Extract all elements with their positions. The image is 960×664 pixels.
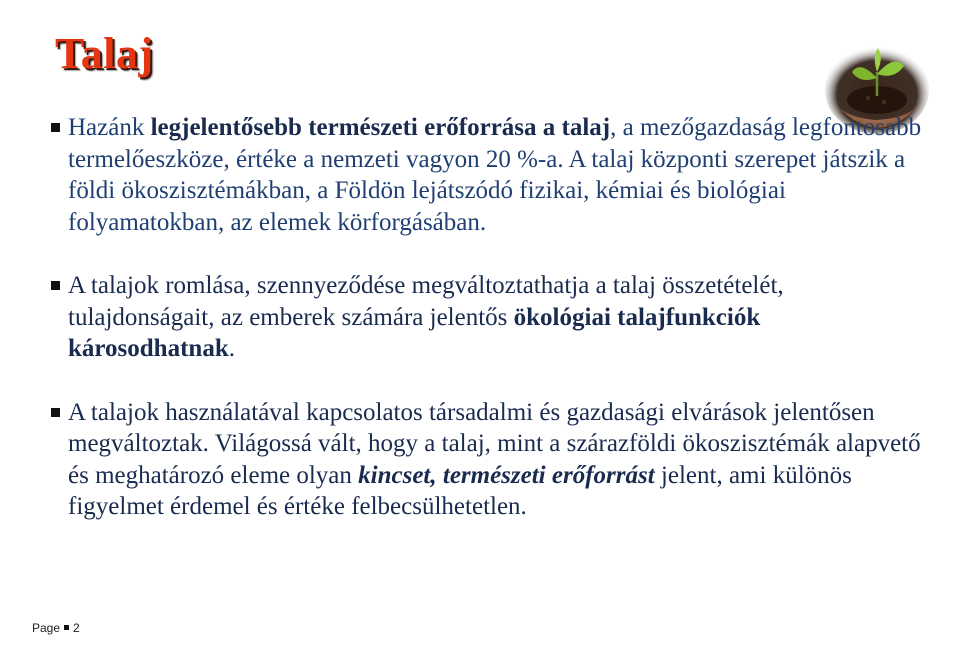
square-bullet-icon [64,625,69,630]
square-bullet-icon [51,123,60,132]
bullet-3-text-b: jelent, ami különös figyelmet érdemel és értéke felbecsülhetetlen. [68,461,852,520]
bullet-1-text-a: Hazánk [68,114,151,141]
square-bullet-icon [51,281,60,290]
bullet-2-text-bold: ökológiai talajfunkciók károsodhatnak [68,303,761,362]
slide-title: Talaj [55,29,154,78]
bullet-item-1 [46,112,926,238]
bullet-2-text-a: A talajok romlása, szennyeződése megváltoztathatja a talaj összetételét, tulajdonságait, az emberek számára jelentős [68,272,784,331]
bullet-item-2 [46,270,926,365]
square-bullet-icon [51,408,60,417]
bullet-3-text-a: A talajok használatával kapcsolatos társadalmi és gazdasági elvárások jelentősen megváltoztak. Világossá vált, hogy a talaj, mint a szárazföldi ökoszisztémák alapvető és meghatározó eleme olyan [68,398,921,489]
bullet-1-text-b: , a mezőgazdaság legfontosabb termelőeszköze, értéke a nemzeti vagyon 20 %-a. A talaj központi szerepet játszik a földi ökoszisztémákban, a Földön lejátszódó fizikai, kémiai és biológiai folyamatokban, az elemek körforgásában. [68,114,922,236]
page-footer [32,621,80,635]
bullet-1-text-bold: legjelentősebb természeti erőforrása a talaj [150,114,611,141]
bullet-item-3 [46,397,926,523]
page-label: Page [32,621,61,635]
bullet-2-text-b: . [228,335,235,362]
bullet-3-text-bold-italic: kincset, természeti erőforrást [358,461,655,489]
bullet-list [46,112,926,555]
page-number: 2 [73,621,80,635]
